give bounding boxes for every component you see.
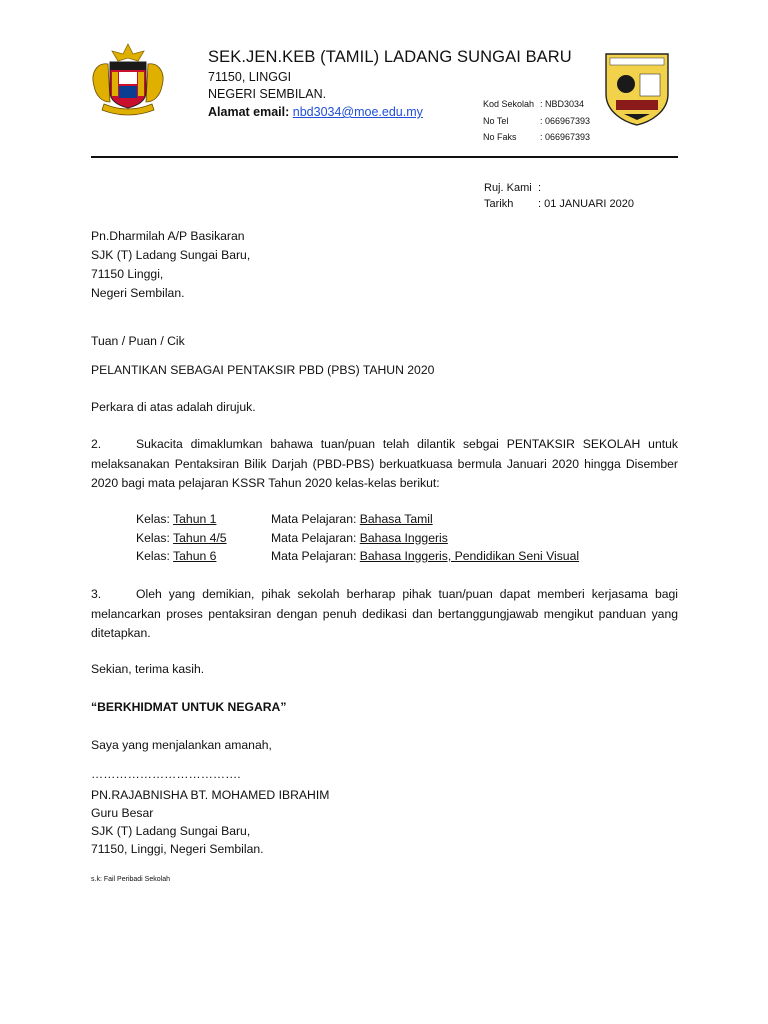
salutation: Tuan / Puan / Cik [91, 334, 185, 348]
code-label: Kod Sekolah [483, 99, 535, 109]
class-row [136, 529, 579, 548]
signature-dots: ………………………………. [91, 767, 241, 781]
email-line [208, 105, 423, 119]
code-row [483, 129, 590, 146]
code-value: : 066967393 [540, 132, 591, 142]
email-link[interactable]: nbd3034@moe.edu.my [292, 105, 423, 119]
subject-value: Bahasa Inggeris [359, 530, 448, 545]
intro-line: Perkara di atas adalah dirujuk. [91, 400, 256, 414]
ref-label: Ruj. Kami [484, 182, 532, 194]
address-line-2: NEGERI SEMBILAN. [208, 87, 327, 101]
kelas-value: Tahun 6 [173, 549, 217, 563]
recipient-line: 71150 Linggi, [91, 267, 164, 281]
email-label: Alamat email: [208, 105, 290, 119]
ref-value: : [538, 182, 542, 194]
ref-label: Tarikh [484, 197, 514, 210]
paragraph-text: Sukacita dimaklumkan bahawa tuan/puan telah dilantik sebgai PENTAKSIR SEKOLAH untuk melaksanakan Pentaksiran Bilik Darjah (PBD-PBS) berkuatkuasa bermula Januari 2020 hingga Disember 2020 bagi mata pelajaran KSSR Tahun 2020 kelas-kelas berikut: [91, 437, 678, 490]
signatory-school: SJK (T) Ladang Sungai Baru, [91, 824, 251, 838]
paragraph-number: 2. [91, 437, 102, 451]
code-label: No Faks [483, 132, 517, 142]
signatory-name: PN.RAJABNISHA BT. MOHAMED IBRAHIM [91, 788, 330, 802]
signatory-address: 71150, Linggi, Negeri Sembilan. [91, 842, 264, 856]
address-line-1: 71150, LINGGI [208, 70, 292, 84]
ref-value: : 01 JANUARI 2020 [538, 197, 634, 210]
school-codes [483, 96, 590, 146]
paragraph-number: 3. [91, 587, 102, 601]
subject-value: Bahasa Inggeris, Pendidikan Seni Visual [359, 549, 580, 563]
paragraph-2 [91, 435, 678, 494]
recipient-line: Negeri Sembilan. [91, 286, 185, 300]
code-value: : NBD3034 [540, 99, 585, 109]
trust-line: Saya yang menjalankan amanah, [91, 738, 272, 752]
code-label: No Tel [483, 115, 509, 126]
subject-value: Bahasa Tamil [359, 512, 433, 526]
kelas-value: Tahun 4/5 [173, 530, 227, 545]
subject-label: Mata Pelajaran: [271, 530, 357, 545]
recipient-line: SJK (T) Ladang Sungai Baru, [91, 248, 251, 262]
subject-label: Mata Pelajaran: [271, 549, 357, 563]
kelas-label: Kelas: [136, 530, 170, 545]
kelas-label: Kelas: [136, 512, 170, 526]
closing-line: Sekian, terima kasih. [91, 662, 205, 676]
kelas-label: Kelas: [136, 549, 170, 563]
school-name: SEK.JEN.KEB (TAMIL) LADANG SUNGAI BARU [208, 48, 572, 66]
subject-heading: PELANTIKAN SEBAGAI PENTAKSIR PBD (PBS) TAHUN 2020 [91, 363, 435, 377]
coat-of-arms-logo [88, 42, 168, 120]
signatory-title: Guru Besar [91, 806, 154, 820]
subject-label: Mata Pelajaran: [271, 512, 357, 526]
paragraph-text: Oleh yang demikian, pihak sekolah berharap pihak tuan/puan dapat memberi kerjasama bagi melancarkan proses pentaksiran dengan penuh dedikasi dan bertanggungjawab mengikut panduan yang ditetapkan. [91, 587, 678, 640]
motto: “BERKHIDMAT UNTUK NEGARA” [91, 700, 287, 714]
signature-block [91, 786, 329, 858]
header-divider [91, 156, 678, 158]
kelas-value: Tahun 1 [173, 512, 217, 526]
class-row [136, 547, 579, 566]
class-row [136, 510, 579, 529]
paragraph-3 [91, 585, 678, 644]
recipient-name: Pn.Dharmilah A/P Basikaran [91, 229, 245, 243]
copy-to-note: s.k: Fail Peribadi Sekolah [91, 876, 170, 883]
code-row [483, 113, 590, 130]
school-badge-logo [604, 50, 670, 126]
ref-row [484, 181, 634, 197]
code-row [483, 96, 590, 113]
ref-row [484, 197, 634, 213]
code-value: : 066967393 [540, 115, 591, 126]
class-list [136, 510, 579, 566]
reference-block [484, 181, 634, 212]
